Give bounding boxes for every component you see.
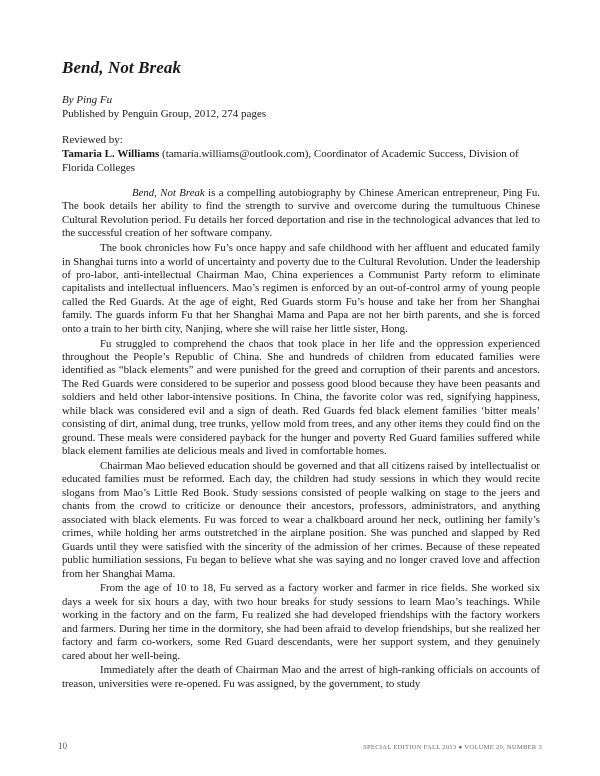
publisher-line: Published by Penguin Group, 2012, 274 pages: [62, 108, 267, 120]
reviewer-line: [62, 147, 542, 175]
paragraph-6: Immediately after the death of Chairman Mao and the arrest of high-ranking officials on accounts of treason, universities were re-opened. Fu was assigned, by the government, to study: [62, 664, 540, 690]
article-title: Bend, Not Break: [62, 58, 182, 77]
review-body: [62, 187, 540, 693]
book-meta: [62, 93, 542, 121]
paragraph-2: The book chronicles how Fu’s once happy and safe childhood with her affluent and educated family in Shanghai turns into a world of uncertainty and poverty due to the Cultural Revolution. Under the leadership of pro-labor, anti-intellectual Chairman Mao, China experiences a Communist Party reform to eliminate capitalists and intellectual influencers. Mao’s regimen is enforced by an out-of-control army of young people called the Red Guards. At the age of eight, Red Guards storm Fu’s house and take her from her Shanghai family. The guards inform Fu that her Shanghai Mama and Papa are not her birth parents, and she is forced onto a train to her birth city, Nanjing, where she will raise her little sister, Hong.: [62, 242, 540, 335]
page-number: 10: [58, 741, 67, 751]
reviewed-by-label: Reviewed by:: [62, 134, 123, 146]
paragraph-1: [62, 187, 540, 241]
paragraph-4: Chairman Mao believed education should be governed and that all citizens raised by intellectualist or educated families must be reformed. Each day, the children had study sessions in which they would recite slogans from Mao’s Little Red Book. Study sessions consisted of people walking on stage to the jeers and chants from the crowd to criticize or denounce their ancestors, professors, administrators, and anything associated with black elements. Fu was forced to wear a chalkboard around her neck, outlining her family’s crimes, while holding her arms outstretched in the airplane position. She was punched and slapped by Red Guards until they were satisfied with the sincerity of the admission of her crimes. Because of these repeated public humiliation sessions, Fu began to believe what she was saying and no longer craved love and affection from her Shanghai Mama.: [62, 459, 540, 580]
issue-footer: SPECIAL EDITION FALL 2013 ● VOLUME 20, NUMBER 3: [363, 744, 542, 751]
reviewer-block: [62, 133, 542, 175]
reviewer-name: Tamaria L. Williams: [62, 148, 160, 160]
paragraph-text: is a compelling autobiography by Chinese American entrepreneur, Ping Fu. The book details her ability to find the strength to survive and overcome during the tumultuous Chinese Cultural Revolution period. Fu details her forced deportation and rise in the technological advances that led to the successful creation of her software company.: [62, 187, 540, 240]
book-title-inline: Bend, Not Break: [132, 187, 205, 199]
author-line: By Ping Fu: [62, 94, 113, 106]
reviewer-details: (tamaria.williams@outlook.com), Coordinator of Academic Success, Division of Florida Colleges: [62, 148, 519, 174]
paragraph-3: Fu struggled to comprehend the chaos that took place in her life and the oppression experienced throughout the People’s Republic of China. She and hundreds of children from educated families were identified as “black elements” and were punished for the greed and corruption of their parents and ancestors. The Red Guards were considered to be superior and possess good blood because they have been peasants and soldiers and held other labor-intensive positions. In China, the favorite color was red, signifying happiness, while black was considered evil and a sign of death. Red Guards fed black element families ‘bitter meals’ consisting of dirt, animal dung, tree trunks, yellow mold from trees, and any other items they could find on the ground. These meals were considered payback for the hunger and poverty Red Guard families suffered while black element families ate delicious meals and lived in comfortable homes.: [62, 337, 540, 458]
paragraph-5: From the age of 10 to 18, Fu served as a factory worker and farmer in rice fields. She worked six days a week for six hours a day, with two hour breaks for study sessions to learn Mao’s teachings. While working in the factory and on the farm, Fu realized she had developed friendships with the factory workers and farmers. During her time in the dormitory, she had been afraid to develop friendships, but she realized her factory and farm co-workers, some Red Guard descendants, were her support system, and they genuinely cared about her well-being.: [62, 582, 540, 662]
